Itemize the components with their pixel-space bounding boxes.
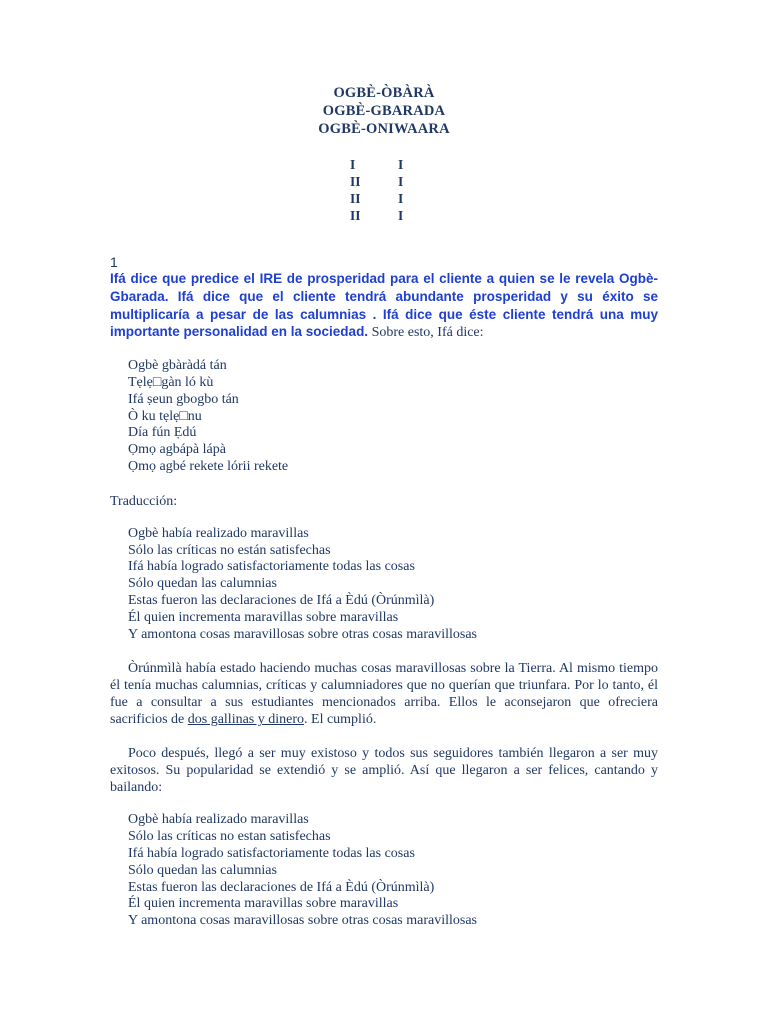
verse-line: Sólo las críticas no están satisfechas	[128, 542, 331, 558]
intro-rest-text: Sobre esto, Ifá dice:	[368, 325, 484, 341]
verse-line: Ogbè había realizado maravillas	[128, 812, 309, 828]
verse-line: Ifá había logrado satisfactoriamente todas las cosas	[128, 845, 415, 861]
verse-line: Y amontona cosas maravillosas sobre otras cosas maravillosas	[128, 626, 478, 642]
verse-line: Y amontona cosas maravillosas sobre otras cosas maravillosas	[128, 913, 478, 929]
verse-line: Sólo las críticas no estan satisfechas	[128, 829, 331, 845]
paragraph-1-after: . El cumplió.	[304, 712, 377, 728]
odu-mark-left: II	[350, 174, 361, 189]
verse-line: Ogbè gbàràdá tán	[128, 358, 227, 374]
document-title	[110, 84, 658, 138]
verse-line: Ọmọ agbápà lápà	[128, 442, 226, 458]
verse-line: Él quien incrementa maravillas sobre maravillas	[128, 896, 399, 912]
odu-mark-left: I	[350, 157, 356, 172]
section-number: 1	[110, 254, 118, 270]
spanish-verse-1	[110, 526, 658, 644]
verse-line: Estas fueron las declaraciones de Ifá a Èdú (Òrúnmìlà)	[128, 592, 435, 608]
paragraph-1	[110, 660, 658, 728]
verse-line: Ifá ṣeun gbogbo tán	[128, 391, 239, 407]
spanish-verse-2	[110, 812, 658, 930]
odu-mark-right: I	[398, 191, 404, 206]
verse-line: Sólo quedan las calumnias	[128, 576, 277, 592]
verse-line: Sólo quedan las calumnias	[128, 862, 277, 878]
odu-mark-left: II	[350, 191, 361, 206]
paragraph-1-underlined: dos gallinas y dinero	[187, 712, 305, 728]
verse-line: Estas fueron las declaraciones de Ifá a Èdú (Òrúnmìlà)	[128, 879, 435, 895]
odu-mark-left: II	[350, 208, 361, 223]
paragraph-1-before: Òrúnmìlà había estado haciendo muchas cosas maravillosas sobre la Tierra. Al mismo tiempo él tenía muchas calumnias, críticas y calumniadores que no querían que triunfara. Por lo tanto, él fue a consultar a sus estudiantes mencionados arriba. Ellos le aconsejaron que ofreciera sacrificios de	[110, 661, 658, 728]
paragraph-2: Poco después, llegó a ser muy existoso y todos sus seguidores también llegaron a ser muy exitosos. Su popularidad se extendió y se amplió. Así que llegaron a ser felices, cantando y bailando:	[110, 746, 658, 796]
title-line-1: OGBÈ-ÒBÀRÀ	[333, 85, 435, 101]
document-page	[110, 84, 658, 930]
intro-paragraph	[110, 271, 658, 342]
odu-mark-right: I	[398, 157, 404, 172]
title-line-3: OGBÈ-ONIWAARA	[318, 121, 450, 137]
title-line-2: OGBÈ-GBARADA	[322, 103, 446, 119]
verse-line: Ò ku tẹlẹ□nu	[128, 408, 202, 424]
verse-line: Ifá había logrado satisfactoriamente todas las cosas	[128, 559, 415, 575]
odu-mark-right: I	[398, 208, 404, 223]
verse-line: Día fún Ẹdú	[128, 425, 197, 441]
verse-line: Él quien incrementa maravillas sobre maravillas	[128, 609, 399, 625]
intro-highlight-text: Ifá dice que predice el IRE de prosperidad para el cliente a quien se le revela Ogbè-Gbarada. Ifá dice que el cliente tendrá abundante prosperidad y su éxito se multiplicaría a pesar de las calumnias . Ifá dice que éste cliente tendrá una muy importante personalidad en la sociedad.	[110, 271, 658, 340]
translation-label: Traducción:	[110, 493, 178, 509]
odu-mark-right: I	[398, 174, 404, 189]
verse-line: Tẹlẹ□gàn ló kù	[128, 374, 214, 390]
verse-line: Ọmọ agbé rekete lórii rekete	[128, 458, 289, 474]
odu-signature	[110, 156, 658, 224]
verse-line: Ogbè había realizado maravillas	[128, 525, 309, 541]
odu-marks-table	[350, 156, 418, 224]
yoruba-verse	[110, 358, 658, 476]
